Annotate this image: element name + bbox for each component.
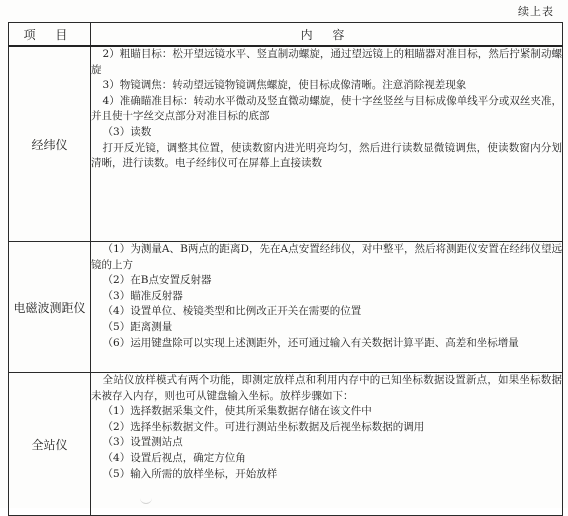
table-header-row xyxy=(9,23,563,47)
content-line: （6）运用键盘除可以实现上述测距外，还可通过输入有关数据计算平距、高差和坐标增量 xyxy=(102,336,519,349)
content-line: （4）设置后视点，确定方位角 xyxy=(102,451,246,464)
row-item-edm: 电磁波测距仪 xyxy=(9,242,91,373)
row-content-theodolite xyxy=(91,46,563,242)
content-line: （5）距离测量 xyxy=(102,320,173,333)
row-content-total-station xyxy=(91,373,563,516)
content-line: 打开反光镜，调整其位置，使读数窗内进光明亮均匀，然后进行读数显微镜调焦，使读数窗内分划清晰，进行读数。电子经纬仪可在屏幕上直接读数 xyxy=(91,141,562,170)
continued-table-label: 续上表 xyxy=(518,5,554,18)
row-item-theodolite: 经纬仪 xyxy=(9,46,91,242)
instrument-procedure-table xyxy=(8,22,563,516)
content-line: 2）粗瞄目标：松开望远镜水平、竖直制动螺旋，通过望远镜上的粗瞄器对准目标，然后拧紧制动螺旋 xyxy=(91,48,562,76)
content-line: （1）为测量A、B两点的距离D，先在A点安置经纬仪，对中整平，然后将测距仪安置在经纬仪望远镜的上方 xyxy=(91,243,562,271)
header-content: 内 容 xyxy=(91,23,563,47)
header-item: 项 目 xyxy=(9,23,91,47)
content-line: （1）选择数据采集文件，使其所采集数据存储在该文件中 xyxy=(102,405,372,418)
row-content-edm xyxy=(91,242,563,373)
row-item-total-station: 全站仪 xyxy=(9,373,91,516)
content-line: 3）物镜调焦：转动望远镜物镜调焦螺旋，使目标成像清晰。注意消除视差现象 xyxy=(102,79,467,92)
content-line: 4）准确瞄准目标：转动水平微动及竖直微动螺旋，使十字丝竖丝与目标成像单线平分或双丝夹准，并且使十字丝交点部分对准目标的底部 xyxy=(91,94,562,123)
content-line: （2）选择坐标数据文件。可进行测站坐标数据及后视坐标数据的调用 xyxy=(102,420,425,433)
content-line: （3）设置测站点 xyxy=(102,436,183,449)
content-line: （3）读数 xyxy=(102,125,152,138)
content-line: （2）在B点安置反射器 xyxy=(102,274,212,287)
table-row-total-station xyxy=(9,373,563,516)
content-line: 全站仪放样模式有两个功能，即测定放样点和利用内存中的已知坐标数据设置新点，如果坐标数据未被存入内存，则也可从键盘输入坐标。放样步骤如下： xyxy=(91,374,562,402)
content-line: （5）输入所需的放样坐标，开始放样 xyxy=(102,467,278,480)
content-line: （3）瞄准反射器 xyxy=(102,289,183,302)
content-line: （4）设置单位、棱镜类型和比例改正开关在需要的位置 xyxy=(102,305,362,318)
table-row-theodolite xyxy=(9,46,563,242)
table-row-edm xyxy=(9,242,563,373)
